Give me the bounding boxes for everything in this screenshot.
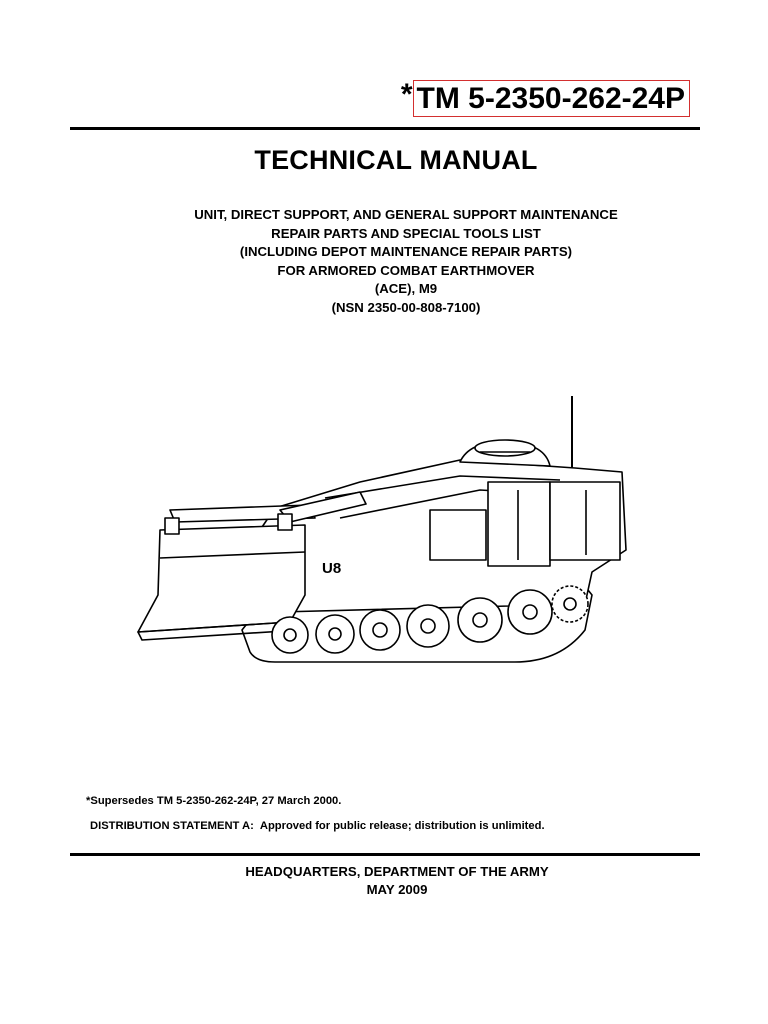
page-title: TECHNICAL MANUAL bbox=[254, 145, 538, 175]
subtitle-line: (INCLUDING DEPOT MAINTENANCE REPAIR PARTS) bbox=[239, 244, 573, 259]
blade-hinge bbox=[278, 514, 292, 530]
subtitle-line: REPAIR PARTS AND SPECIAL TOOLS LIST bbox=[271, 225, 541, 241]
headquarters-line: HEADQUARTERS, DEPARTMENT OF THE ARMY bbox=[245, 864, 549, 879]
subtitle-line: (ACE), M9 bbox=[374, 281, 438, 296]
storage-box bbox=[488, 482, 550, 566]
blade-hinge bbox=[165, 518, 179, 534]
armored-combat-earthmover-drawing bbox=[130, 390, 650, 670]
road-wheel-hub bbox=[284, 629, 296, 641]
tm-number-box: TM 5-2350-262-24P bbox=[413, 80, 690, 117]
publication-date: MAY 2009 bbox=[366, 882, 428, 897]
issuing-authority bbox=[0, 863, 768, 899]
dozer-blade bbox=[138, 525, 305, 632]
road-wheel-hub bbox=[473, 613, 487, 627]
distribution-label: DISTRIBUTION STATEMENT A: bbox=[90, 820, 254, 832]
tm-number bbox=[401, 80, 690, 117]
supersede-asterisk: * bbox=[400, 78, 413, 111]
subtitle-line: (NSN 2350-00-808-7100) bbox=[331, 299, 481, 315]
distribution-text: Approved for public release; distribution is unlimited. bbox=[259, 820, 545, 832]
supersedes-note: *Supersedes TM 5-2350-262-24P, 27 March 2000. bbox=[86, 795, 342, 807]
hull-marking: U8 bbox=[322, 560, 342, 577]
front-box bbox=[430, 510, 486, 560]
cupola-hatch bbox=[475, 440, 535, 456]
subtitle-line: UNIT, DIRECT SUPPORT, AND GENERAL SUPPORT MAINTENANCE bbox=[194, 207, 618, 222]
distribution-statement bbox=[90, 820, 545, 832]
road-wheel-hub bbox=[373, 623, 387, 637]
road-wheel-hub bbox=[329, 628, 341, 640]
road-wheel-hub bbox=[523, 605, 537, 619]
sprocket-hub bbox=[564, 598, 576, 610]
top-divider bbox=[70, 127, 700, 130]
manual-subtitle bbox=[0, 206, 768, 317]
road-wheel-hub bbox=[421, 619, 435, 633]
subtitle-line: FOR ARMORED COMBAT EARTHMOVER bbox=[277, 262, 535, 278]
bottom-divider bbox=[70, 853, 700, 856]
storage-box bbox=[550, 482, 620, 560]
